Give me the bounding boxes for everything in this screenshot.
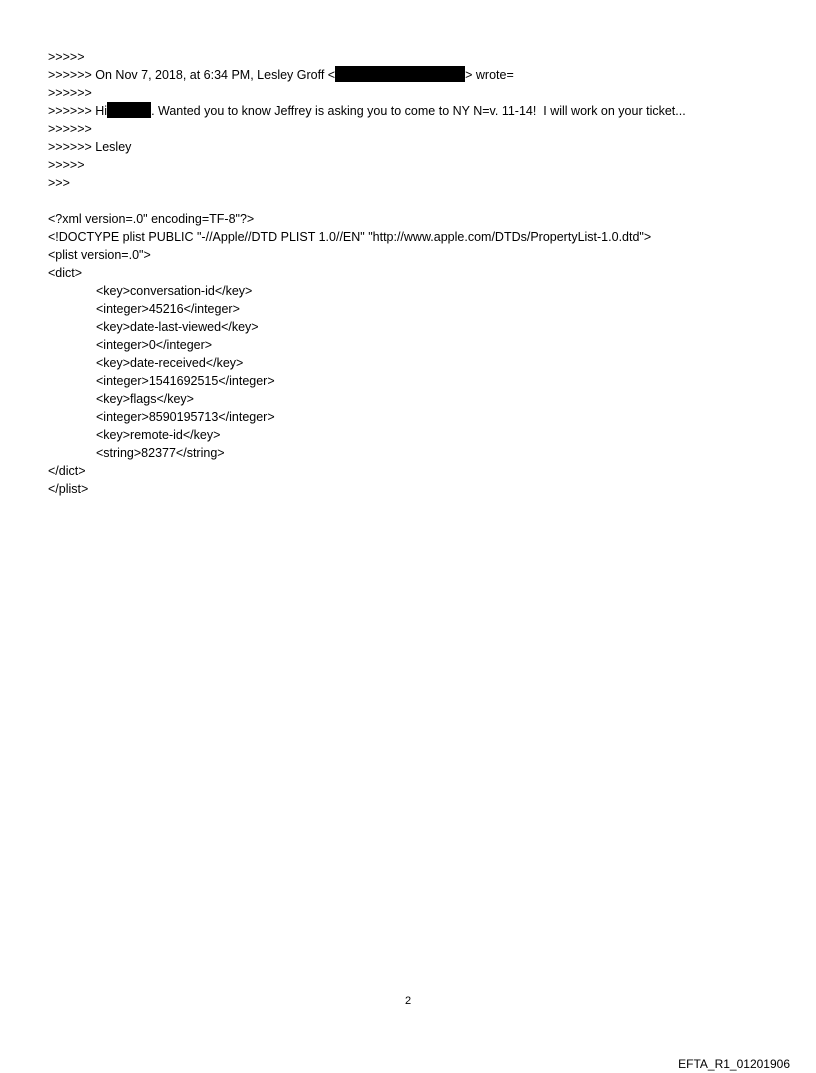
plist-entry: <key>date-received</key> <box>96 356 244 370</box>
plist-entry: <key>conversation-id</key> <box>96 284 253 298</box>
plist-entry: <key>date-last-viewed</key> <box>96 320 259 334</box>
quote-line: >>>>>> <box>48 122 92 136</box>
quote-header-prefix: >>>>>> On Nov 7, 2018, at 6:34 PM, Lesley Groff < <box>48 68 336 82</box>
plist-entry: <integer>1541692515</integer> <box>96 374 275 388</box>
plist-open-tag: <plist version=.0"> <box>48 248 151 262</box>
quote-line: >>> <box>48 176 70 190</box>
doctype-line: <!DOCTYPE plist PUBLIC "-//Apple//DTD PLIST 1.0//EN" "http://www.apple.com/DTDs/PropertyList-1.0.dtd"> <box>48 230 652 244</box>
plist-entry: <key>remote-id</key> <box>96 428 221 442</box>
page-number: 2 <box>404 995 412 1007</box>
quote-message-line <box>48 102 686 120</box>
quote-header-line <box>48 66 514 84</box>
quote-line: >>>>> <box>48 158 85 172</box>
plist-close-tag: </plist> <box>48 482 89 496</box>
redaction-box <box>335 66 465 82</box>
quote-line: >>>>> <box>48 50 85 64</box>
dict-close-tag: </dict> <box>48 464 86 478</box>
quote-message-prefix: >>>>>> Hi <box>48 104 108 118</box>
dict-open-tag: <dict> <box>48 266 83 280</box>
plist-entry: <string>82377</string> <box>96 446 225 460</box>
plist-entry: <integer>8590195713</integer> <box>96 410 275 424</box>
redaction-box <box>107 102 151 118</box>
plist-entry: <key>flags</key> <box>96 392 194 406</box>
plist-entry: <integer>45216</integer> <box>96 302 240 316</box>
quote-signature-line: >>>>>> Lesley <box>48 140 132 154</box>
xml-declaration: <?xml version=.0" encoding=TF-8"?> <box>48 212 255 226</box>
quote-line: >>>>>> <box>48 86 92 100</box>
quote-header-suffix: > wrote= <box>465 68 514 82</box>
bates-number: EFTA_R1_01201906 <box>678 1057 790 1071</box>
plist-entry: <integer>0</integer> <box>96 338 213 352</box>
quote-message-suffix: . Wanted you to know Jeffrey is asking you to come to NY N=v. 11-14! I will work on your ticket... <box>151 104 686 118</box>
